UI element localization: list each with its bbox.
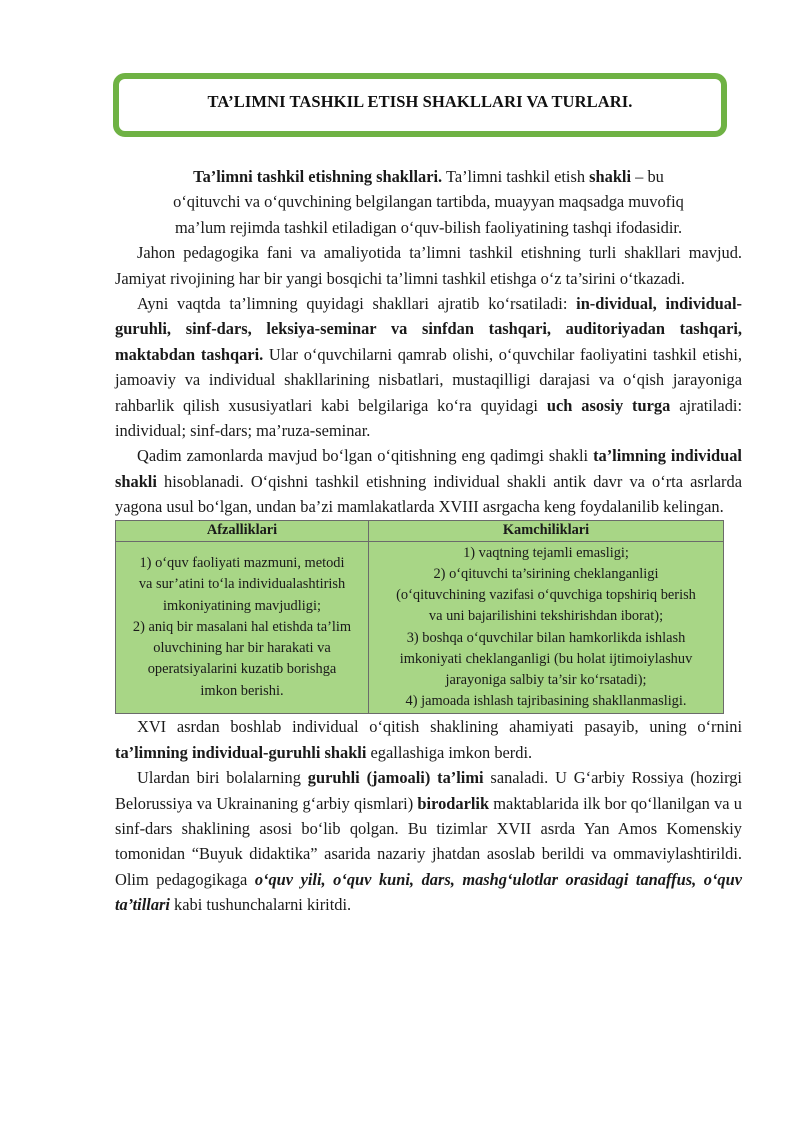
paragraph-group-form [115, 714, 742, 765]
brotherhood-bold: birodarlik [417, 793, 490, 813]
individual-form-bold: ta’limning individual shakli [115, 446, 742, 491]
document-body [115, 164, 742, 918]
disadvantage-line: jarayoniga salbiy ta’sir ko‘rsatadi); [445, 671, 647, 688]
advantage-line: 1) o‘quv faoliyati mazmuni, metodi [139, 555, 345, 572]
page-title: TA’LIMNI TASHKIL ETISH SHAKLLARI VA TURLARI. [207, 92, 633, 111]
komensky-text-4: kabi tushunchalarni kiritdi. [169, 895, 352, 915]
advantage-line: oluvchining har bir harakati va [153, 640, 331, 657]
disadvantage-line: (o‘qituvchining vazifasi o‘quvchiga topshiriq berish [396, 587, 696, 604]
definition-term: shakli [589, 167, 632, 186]
header-advantages: Afzalliklari [116, 520, 369, 541]
definition-line-2: o‘qituvchi va o‘quvchining belgilangan tartibda, muayyan maqsadga muvofiq [173, 192, 684, 212]
individual-text-2: hisoblanadi. O‘qishni tashkil etishning individual shakli antik davr va o‘rta asrlarda yagona usul bo‘lgan, undan ba’zi mamlakatlarda XVIII asrgacha keng foydalanilib kelingan. [115, 471, 742, 517]
advantages-cell [116, 541, 369, 714]
header-disadvantages: Kamchiliklari [369, 520, 724, 541]
disadvantages-cell [369, 541, 724, 714]
paragraph-komensky [115, 765, 742, 917]
disadvantage-line: 4) jamoada ishlash tajribasining shakllanmasligi. [405, 693, 687, 710]
disadvantage-line: 2) o‘qituvchi ta’sirining cheklanganligi [433, 565, 659, 582]
komensky-text-2: sanaladi. U G‘arbiy Rossiya (hozirgi Belorussiya va Ukrainaning g‘arbiy qismlari) [115, 768, 742, 813]
forms-three-types: uch asosiy turga [546, 395, 671, 415]
forms-text-3: ajratiladi: individual; sinf-dars; ma’ruza-seminar. [115, 395, 742, 441]
group-text-1: XVI asrdan boshlab individual o‘qitish shaklining ahamiyati pasayib, uning o‘rnini [137, 717, 742, 737]
advantage-line: imkoniyatining mavjudligi; [163, 597, 321, 614]
disadvantage-line: 1) vaqtning tejamli emasligi; [463, 544, 629, 561]
advantage-line: operatsiyalarini kuzatib borishga [147, 661, 337, 678]
collective-learning-bold: guruhli (jamoali) ta’limi [307, 768, 484, 788]
table-header-row [116, 520, 724, 541]
komensky-text-1: Ulardan biri bolalarning [137, 768, 308, 788]
table-row [116, 541, 724, 714]
paragraph-individual-form [115, 443, 742, 519]
forms-text-2: Ular o‘quvchilarni qamrab olishi, o‘quvchilar faoliyatini tashkil etishi, jamoaviy va individual shakllarining nisbatlari, mustaqilligi darajasi va o‘qish jarayoniga rahbarlik qilish xususiyatlari kabi belgilariga ko‘ra quyidagi [115, 344, 742, 415]
disadvantage-line: imkoniyati cheklanganligi (bu holat ijtimoiylashuv [399, 650, 693, 667]
forms-text-1: Ayni vaqtda ta’limning quyidagi shakllari ajratib ko‘rsatiladi: [137, 294, 577, 314]
advantage-line: 2) aniq bir masalani hal etishda ta’lim [132, 618, 352, 635]
komensky-text-3: maktablarida ilk bor qo‘llanilgan va u sinf-dars shaklining asosi bo‘lib qolgan. Bu tizimlar XVII asrda Yan Amos Komenskiy tomonidan “Buyuk didaktika” asarida nazariy jhatdan asoslab berildi va ommaviylashtirildi. Olim pedagogikaga [115, 793, 742, 889]
forms-list-bold: in-dividual, individual-guruhli, sinf-dars, leksiya-seminar va sinfdan tashqari, auditoriyadan tashqari, maktabdan tashqari. [115, 294, 743, 364]
group-text-2: egallashiga imkon berdi. [366, 742, 533, 762]
paragraph-definition [115, 164, 742, 240]
advantage-line: va sur’atini to‘la individualashtirish [138, 576, 346, 593]
definition-text-2: – bu [631, 167, 664, 186]
paragraph-world-pedagogy: Jahon pedagogika fani va amaliyotida ta’limni tashkil etishning turli shakllari mavjud. Jamiyat rivojining har bir yangi bosqichi ta’limni tashkil etishga o‘z ta’sirini o‘tkazadi. [115, 243, 742, 288]
group-form-bold: ta’limning individual-guruhli shakli [115, 742, 367, 762]
advantage-line: imkon berishi. [200, 682, 284, 699]
concepts-bold-italic: o‘quv yili, o‘quv kuni, dars, mashg‘ulotlar orasidagi tanaffus, o‘quv ta’tillari [115, 869, 742, 915]
disadvantage-line: 3) boshqa o‘quvchilar bilan hamkorlikda ishlash [406, 629, 686, 646]
paragraph-forms-list [115, 291, 742, 443]
definition-text-1: Ta’limni tashkil etish [442, 167, 590, 186]
definition-line-3: ma’lum rejimda tashkil etiladigan o‘quv-bilish faoliyatining tashqi ifodasidir. [174, 217, 683, 237]
title-banner [113, 73, 727, 137]
pros-cons-table [115, 520, 724, 715]
disadvantage-line: va uni bajarilishini tekshirishdan iborat); [428, 608, 664, 625]
definition-lead: Ta’limni tashkil etishning shakllari. [193, 167, 443, 186]
individual-text-1: Qadim zamonlarda mavjud bo‘lgan o‘qitishning eng qadimgi shakli [137, 446, 594, 466]
